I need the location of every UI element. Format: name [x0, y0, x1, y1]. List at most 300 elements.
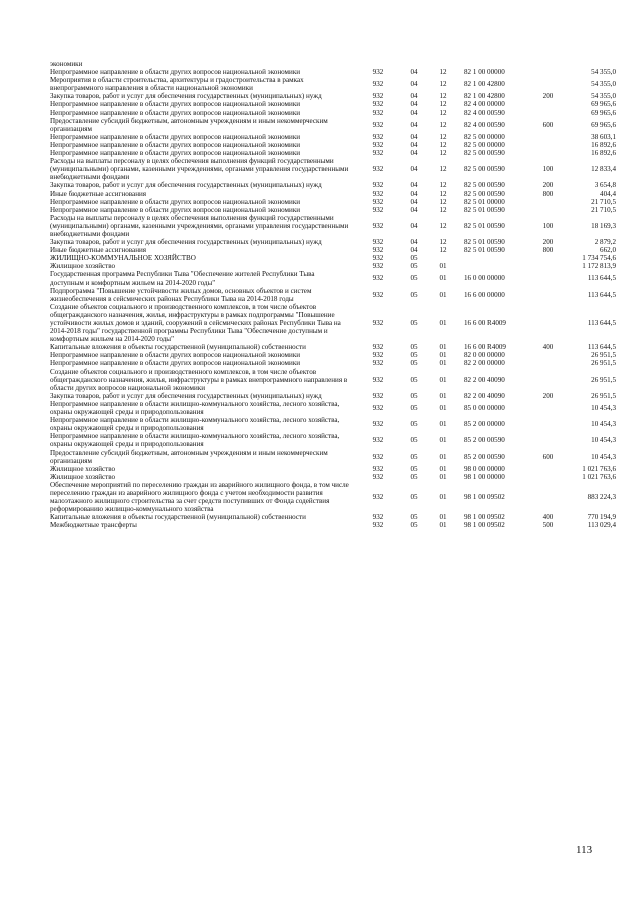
row-name: Непрограммное направление в области других вопросов национальной экономики: [50, 359, 301, 368]
row-admin-code: 932: [372, 391, 384, 400]
row-target-code: 82 1 00 42800: [464, 80, 505, 89]
row-admin-code: 932: [372, 452, 384, 461]
row-subsection-code: 01: [439, 420, 447, 429]
row-name: Непрограммное направление в области других вопросов национальной экономики: [50, 132, 301, 141]
row-target-code: 98 1 00 09502: [464, 513, 505, 522]
row-amount: 69 965,6: [591, 120, 616, 129]
row-target-code: 16 0 00 00000: [464, 274, 505, 283]
row-name: Непрограммное направление в области других вопросов национальной экономики: [50, 68, 301, 77]
row-target-code: 98 1 00 00000: [464, 472, 505, 481]
row-expense-type: [530, 206, 566, 214]
row-section-code: 05: [410, 351, 418, 360]
row-subsection-code: 12: [439, 100, 447, 109]
row-expense-type: [530, 270, 566, 286]
table-row: [50, 287, 616, 303]
row-section-code: 05: [410, 493, 418, 502]
row-section-code: 04: [410, 205, 418, 214]
row-subsection-code: 12: [439, 181, 447, 190]
row-subsection-code: 12: [439, 120, 447, 129]
row-subsection-code: 12: [439, 149, 447, 158]
row-amount: 1 172 813,9: [582, 262, 616, 271]
table-row: [50, 214, 616, 238]
row-name: Жилищное хозяйство: [50, 464, 116, 473]
row-name: Непрограммное направление в области других вопросов национальной экономики: [50, 351, 301, 360]
row-section-code: 05: [410, 521, 418, 530]
row-section-code: 04: [410, 108, 418, 117]
row-target-code: 82 1 00 00000: [464, 68, 505, 77]
row-admin-code: 932: [372, 165, 384, 174]
row-name: ЖИЛИЩНО-КОММУНАЛЬНОЕ ХОЗЯЙСТВО: [50, 254, 196, 263]
row-target-code: 85 2 00 00000: [464, 420, 505, 429]
row-target-code: 82 5 00 00000: [464, 132, 505, 141]
row-expense-type: [530, 141, 566, 149]
table-row: [50, 141, 616, 149]
table-row: [50, 92, 616, 100]
row-admin-code: 932: [372, 120, 384, 129]
row-admin-code: 932: [372, 149, 384, 158]
row-name: Непрограммное направление в области других вопросов национальной экономики: [50, 149, 301, 158]
table-row: [50, 238, 616, 246]
row-target-code: 16 6 00 00000: [464, 290, 505, 299]
row-name: Закупка товаров, работ и услуг для обеспечения государственных (муниципальных) нужд: [50, 181, 322, 190]
table-row: [50, 246, 616, 254]
table-row: [50, 262, 616, 270]
row-amount: 2 879,2: [594, 238, 616, 247]
row-admin-code: 932: [372, 274, 384, 283]
row-expense-type: 100: [542, 221, 554, 230]
row-admin-code: 932: [372, 108, 384, 117]
row-section-code: 04: [410, 181, 418, 190]
row-subsection-code: 01: [439, 359, 447, 368]
row-target-code: 82 5 01 00590: [464, 238, 505, 247]
row-amount: 16 892,6: [591, 149, 616, 158]
row-name: Капитальные вложения в объекты государственной (муниципальной) собственности: [50, 513, 306, 522]
row-section-code: 05: [410, 343, 418, 352]
row-admin-code: 932: [372, 343, 384, 352]
row-target-code: [458, 254, 530, 262]
row-name: Расходы на выплаты персоналу в целях обеспечения выполнения функций государственными (муниципальными) органами, казенными учреждениями, органами управления государственными внебюджетными фондами: [50, 213, 349, 238]
row-admin-code: 932: [372, 464, 384, 473]
table-row: [50, 521, 616, 529]
row-admin-code: 932: [372, 436, 384, 445]
row-subsection-code: 01: [439, 493, 447, 502]
row-expense-type: [530, 76, 566, 92]
table-row: [50, 76, 616, 92]
row-amount: 38 603,1: [591, 132, 616, 141]
budget-table-body: [50, 60, 616, 529]
row-amount: 16 892,6: [591, 140, 616, 149]
row-target-code: 82 5 00 00590: [464, 149, 505, 158]
row-expense-type: 600: [542, 452, 554, 461]
row-section-code: 05: [410, 436, 418, 445]
table-row: [50, 465, 616, 473]
row-target-code: 82 2 00 40090: [464, 391, 505, 400]
row-admin-code: 932: [372, 197, 384, 206]
row-section-code: 05: [410, 254, 418, 263]
row-name: Межбюджетные трансферты: [50, 521, 137, 530]
row-expense-type: 200: [542, 92, 554, 101]
table-row: [50, 206, 616, 214]
row-admin-code: 932: [372, 375, 384, 384]
row-admin-code: 932: [372, 68, 384, 77]
row-section-code: 05: [410, 513, 418, 522]
table-row: [50, 416, 616, 432]
row-admin-code: 932: [372, 262, 384, 271]
row-target-code: 82 4 00 00590: [464, 120, 505, 129]
row-target-code: 82 1 00 42800: [464, 92, 505, 101]
table-row: [50, 449, 616, 465]
row-target-code: 82 4 00 00590: [464, 108, 505, 117]
row-expense-type: [530, 133, 566, 141]
row-section-code: [400, 60, 428, 68]
table-row: [50, 343, 616, 351]
row-name: Непрограммное направление в области других вопросов национальной экономики: [50, 100, 301, 109]
table-row: [50, 473, 616, 481]
row-subsection-code: [428, 60, 458, 68]
row-subsection-code: 01: [439, 464, 447, 473]
row-target-code: 16 6 00 R4009: [464, 319, 506, 327]
row-target-code: 82 5 01 00590: [464, 246, 505, 255]
row-subsection-code: 01: [439, 375, 447, 384]
row-name: Непрограммное направление в области жилищно-коммунального хозяйства, лесного хозяйства, охраны окружающей среды и природопользования: [50, 416, 340, 433]
row-name: Иные бюджетные ассигнования: [50, 246, 147, 255]
row-section-code: 05: [410, 274, 418, 283]
row-expense-type: [530, 254, 566, 262]
row-admin-code: 932: [372, 403, 384, 412]
table-row: [50, 481, 616, 513]
row-amount: 26 951,5: [591, 375, 616, 384]
row-section-code: 04: [410, 92, 418, 101]
table-row: [50, 303, 616, 343]
row-admin-code: 932: [372, 290, 384, 299]
row-expense-type: 500: [542, 521, 554, 530]
row-subsection-code: 01: [439, 262, 447, 271]
row-subsection-code: 12: [439, 68, 447, 77]
row-amount: 10 454,3: [591, 452, 616, 461]
table-row: [50, 149, 616, 157]
row-target-code: 82 5 01 00590: [464, 205, 505, 214]
row-admin-code: 932: [372, 472, 384, 481]
table-row: [50, 181, 616, 189]
row-amount: 883 224,3: [587, 493, 616, 502]
row-amount: 113 644,5: [587, 290, 616, 299]
table-row: [50, 513, 616, 521]
row-subsection-code: 01: [439, 391, 447, 400]
row-admin-code: 932: [372, 351, 384, 360]
row-section-code: 04: [410, 100, 418, 109]
row-expense-type: 200: [542, 238, 554, 247]
row-expense-type: [530, 68, 566, 76]
table-row: [50, 400, 616, 416]
row-target-code: 82 0 00 00000: [464, 351, 505, 360]
row-section-code: 04: [410, 149, 418, 158]
row-subsection-code: 12: [439, 80, 447, 89]
row-expense-type: 600: [542, 120, 554, 129]
row-name: Непрограммное направление в области других вопросов национальной экономики: [50, 197, 301, 206]
row-name: Жилищное хозяйство: [50, 262, 116, 271]
row-name: Мероприятия в области строительства, архитектуры и градостроительства в рамках внепрограммного направления в области национальной экономики: [50, 76, 304, 93]
row-expense-type: [530, 473, 566, 481]
row-subsection-code: 12: [439, 205, 447, 214]
row-target-code: 82 4 00 00000: [464, 100, 505, 109]
table-row: [50, 100, 616, 108]
row-name: Расходы на выплаты персоналу в целях обеспечения выполнения функций государственными (муниципальными) органами, казенными учреждениями, органами управления государственными внебюджетными фондами: [50, 157, 349, 182]
row-expense-type: [530, 303, 566, 343]
row-admin-code: 932: [372, 189, 384, 198]
row-section-code: 04: [410, 238, 418, 247]
row-section-code: 05: [410, 290, 418, 299]
row-target-code: 82 5 00 00590: [464, 181, 505, 190]
row-name: Предоставление субсидий бюджетным, автономным учреждениям и иным некоммерческим организациям: [50, 448, 328, 465]
row-expense-type: [530, 416, 566, 432]
row-amount: 54 355,0: [591, 92, 616, 101]
row-expense-type: [530, 481, 566, 513]
row-admin-code: 932: [372, 181, 384, 190]
row-name: Жилищное хозяйство: [50, 472, 116, 481]
row-amount: 10 454,3: [591, 436, 616, 445]
row-section-code: 04: [410, 140, 418, 149]
row-admin-code: 932: [372, 521, 384, 530]
row-target-code: 98 1 00 09502: [464, 521, 505, 530]
row-admin-code: 932: [372, 319, 384, 327]
row-target-code: 82 5 00 00590: [464, 189, 505, 198]
row-admin-code: 932: [372, 359, 384, 368]
row-name: Иные бюджетные ассигнования: [50, 189, 147, 198]
row-expense-type: 400: [542, 343, 554, 352]
row-subsection-code: 01: [439, 436, 447, 445]
table-row: [50, 392, 616, 400]
row-subsection-code: 12: [439, 108, 447, 117]
row-target-code: 82 5 00 00000: [464, 140, 505, 149]
row-expense-type: 800: [542, 246, 554, 255]
row-target-code: 82 5 01 00000: [464, 197, 505, 206]
row-target-code: 82 5 00 00590: [464, 165, 505, 174]
row-name: Закупка товаров, работ и услуг для обеспечения государственных (муниципальных) нужд: [50, 92, 322, 101]
row-admin-code: 932: [372, 254, 384, 263]
row-amount: 113 644,5: [587, 274, 616, 283]
row-section-code: 05: [410, 262, 418, 271]
row-amount: 1 021 763,6: [582, 472, 616, 481]
row-section-code: 04: [410, 165, 418, 174]
row-amount: 12 833,4: [591, 165, 616, 174]
row-admin-code: 932: [372, 205, 384, 214]
row-target-code: 85 2 00 00590: [464, 436, 505, 445]
row-name: Непрограммное направление в области жилищно-коммунального хозяйства, лесного хозяйства, охраны окружающей среды и природопользования: [50, 399, 340, 417]
row-admin-code: 932: [372, 132, 384, 141]
budget-table-container: [50, 60, 616, 530]
row-subsection-code: 12: [439, 238, 447, 247]
row-subsection-code: 12: [439, 246, 447, 255]
row-section-code: 04: [410, 132, 418, 141]
row-subsection-code: 01: [439, 343, 447, 352]
row-subsection-code: 01: [439, 403, 447, 412]
row-amount: 18 169,3: [591, 221, 616, 230]
row-admin-code: 932: [372, 140, 384, 149]
row-section-code: 04: [410, 197, 418, 206]
row-subsection-code: 12: [439, 132, 447, 141]
budget-table: [50, 60, 616, 529]
row-admin-code: 932: [372, 513, 384, 522]
row-amount: [566, 60, 616, 68]
row-amount: 1 734 754,6: [582, 254, 616, 263]
row-amount: 54 355,0: [591, 68, 616, 77]
row-admin-code: [356, 60, 400, 68]
row-expense-type: [530, 149, 566, 157]
row-amount: 26 951,5: [591, 351, 616, 360]
row-target-code: 98 0 00 00000: [464, 464, 505, 473]
row-section-code: 05: [410, 464, 418, 473]
row-admin-code: 932: [372, 493, 384, 502]
row-subsection-code: 01: [439, 290, 447, 299]
row-admin-code: 932: [372, 100, 384, 109]
row-expense-type: [530, 109, 566, 117]
row-expense-type: [530, 351, 566, 359]
row-admin-code: 932: [372, 80, 384, 89]
row-section-code: 04: [410, 80, 418, 89]
table-row: [50, 190, 616, 198]
row-expense-type: 400: [542, 513, 554, 522]
row-amount: 21 710,5: [591, 197, 616, 206]
row-subsection-code: 01: [439, 472, 447, 481]
table-row: [50, 432, 616, 448]
row-subsection-code: 01: [439, 274, 447, 283]
row-expense-type: [530, 359, 566, 367]
row-target-code: [458, 60, 530, 68]
row-target-code: 85 0 00 00000: [464, 403, 505, 412]
row-section-code: 05: [410, 319, 418, 327]
row-subsection-code: 12: [439, 140, 447, 149]
row-expense-type: 200: [542, 181, 554, 190]
row-amount: 770 194,9: [587, 513, 616, 522]
row-section-code: 04: [410, 246, 418, 255]
row-name: Непрограммное направление в области других вопросов национальной экономики: [50, 108, 301, 117]
row-subsection-code: 12: [439, 221, 447, 230]
row-name: экономики: [50, 60, 83, 68]
row-name: Обеспечение мероприятий по переселению граждан из аварийного жилищного фонда, в том числе переселению граждан из аварийного жилищного фонда с учетом необходимости развития малоэтажного жилищного строительства за счет средств поступивших от Фонда содействия реформированию жилищно-коммунального хозяйства: [50, 480, 349, 514]
row-section-code: 04: [410, 221, 418, 230]
row-section-code: 05: [410, 391, 418, 400]
table-row: [50, 133, 616, 141]
row-section-code: 05: [410, 472, 418, 481]
row-amount: 662,0: [600, 246, 616, 255]
table-row: [50, 351, 616, 359]
table-row: [50, 157, 616, 181]
table-row: [50, 270, 616, 286]
row-amount: 21 710,5: [591, 205, 616, 214]
row-expense-type: [530, 262, 566, 270]
row-amount: 54 355,0: [591, 80, 616, 89]
row-amount: 113 029,4: [587, 521, 616, 530]
row-admin-code: 932: [372, 420, 384, 429]
row-expense-type: [530, 400, 566, 416]
row-name: Государственная программа Республики Тыва "Обеспечение жителей Республики Тыва доступным и комфортным жильем на 2014-2020 годы": [50, 270, 315, 287]
row-subsection-code: 12: [439, 197, 447, 206]
row-admin-code: 932: [372, 238, 384, 247]
row-amount: 69 965,6: [591, 100, 616, 109]
row-expense-type: [530, 60, 566, 68]
row-target-code: 16 6 00 R4009: [464, 343, 506, 352]
row-name: Закупка товаров, работ и услуг для обеспечения государственных (муниципальных) нужд: [50, 391, 322, 400]
row-section-code: 04: [410, 189, 418, 198]
table-row: [50, 109, 616, 117]
row-expense-type: [530, 465, 566, 473]
row-admin-code: 932: [372, 221, 384, 230]
page-number: 113: [576, 844, 593, 856]
row-section-code: 04: [410, 120, 418, 129]
row-target-code: 82 5 01 00590: [464, 221, 505, 230]
row-amount: 10 454,3: [591, 420, 616, 429]
row-expense-type: 200: [542, 391, 554, 400]
row-target-code: 85 2 00 00590: [464, 452, 505, 461]
row-target-code: [458, 262, 530, 270]
row-amount: 3 654,8: [594, 181, 616, 190]
row-name: Непрограммное направление в области других вопросов национальной экономики: [50, 205, 301, 214]
row-name: Подпрограмма "Повышение устойчивости жилых домов, основных объектов и систем жизнеобеспечения в сейсмических районах Республики Тыва на 2014-2018 годы: [50, 286, 312, 303]
row-name: Предоставление субсидий бюджетным, автономным учреждениям и иным некоммерческим организациям: [50, 116, 328, 133]
table-row: [50, 68, 616, 76]
row-subsection-code: [428, 254, 458, 262]
row-target-code: 82 2 00 00000: [464, 359, 505, 368]
row-expense-type: [530, 198, 566, 206]
row-expense-type: [530, 432, 566, 448]
table-row: [50, 117, 616, 133]
row-name: Создание объектов социального и производственного комплексов, в том числе объектов общегражданского назначения, жилья, инфраструктуры в рамках подпрограммы "Повышение устойчивости жилых домов и зданий, сооружений в сейсмических районах Республики Тыва на 2014-2018 годы" государственной программы Республики Тыва "Обеспечение доступным и комфортным жильем на 2014-2020 годы": [50, 302, 341, 344]
row-amount: 113 644,5: [587, 319, 616, 327]
row-admin-code: 932: [372, 92, 384, 101]
table-row: [50, 198, 616, 206]
row-subsection-code: 01: [439, 521, 447, 530]
row-section-code: 05: [410, 375, 418, 384]
row-expense-type: 100: [542, 165, 554, 174]
row-name: Создание объектов социального и производственного комплексов, в том числе объектов общегражданского назначения, жилья, инфраструктуры в рамках внепрограммного направления в области других вопросов национальной экономики: [50, 367, 348, 392]
row-subsection-code: 12: [439, 92, 447, 101]
row-subsection-code: 12: [439, 189, 447, 198]
row-amount: 404,4: [600, 189, 616, 198]
row-amount: 1 021 763,6: [582, 464, 616, 473]
row-name: Непрограммное направление в области жилищно-коммунального хозяйства, лесного хозяйства, охраны окружающей среды и природопользования: [50, 432, 340, 449]
row-subsection-code: 12: [439, 165, 447, 174]
row-expense-type: [530, 100, 566, 108]
row-subsection-code: 01: [439, 351, 447, 360]
row-amount: 26 951,5: [591, 391, 616, 400]
row-amount: 26 951,5: [591, 359, 616, 368]
row-subsection-code: 01: [439, 452, 447, 461]
row-subsection-code: 01: [439, 319, 447, 327]
row-admin-code: 932: [372, 246, 384, 255]
row-amount: 113 644,5: [587, 343, 616, 352]
row-subsection-code: 01: [439, 513, 447, 522]
row-amount: 10 454,3: [591, 403, 616, 412]
row-expense-type: [530, 287, 566, 303]
table-row: [50, 359, 616, 367]
row-target-code: 82 2 00 40090: [464, 375, 505, 384]
row-expense-type: [530, 368, 566, 392]
table-row: [50, 254, 616, 262]
row-section-code: 05: [410, 403, 418, 412]
row-target-code: 98 1 00 09502: [464, 493, 505, 502]
row-section-code: 05: [410, 420, 418, 429]
row-section-code: 04: [410, 68, 418, 77]
table-row: [50, 60, 616, 68]
row-name: Непрограммное направление в области других вопросов национальной экономики: [50, 140, 301, 149]
table-row: [50, 368, 616, 392]
row-section-code: 05: [410, 452, 418, 461]
row-expense-type: 800: [542, 189, 554, 198]
row-name: Закупка товаров, работ и услуг для обеспечения государственных (муниципальных) нужд: [50, 238, 322, 247]
row-section-code: 05: [410, 359, 418, 368]
row-name: Капитальные вложения в объекты государственной (муниципальной) собственности: [50, 343, 306, 352]
row-amount: 69 965,6: [591, 108, 616, 117]
